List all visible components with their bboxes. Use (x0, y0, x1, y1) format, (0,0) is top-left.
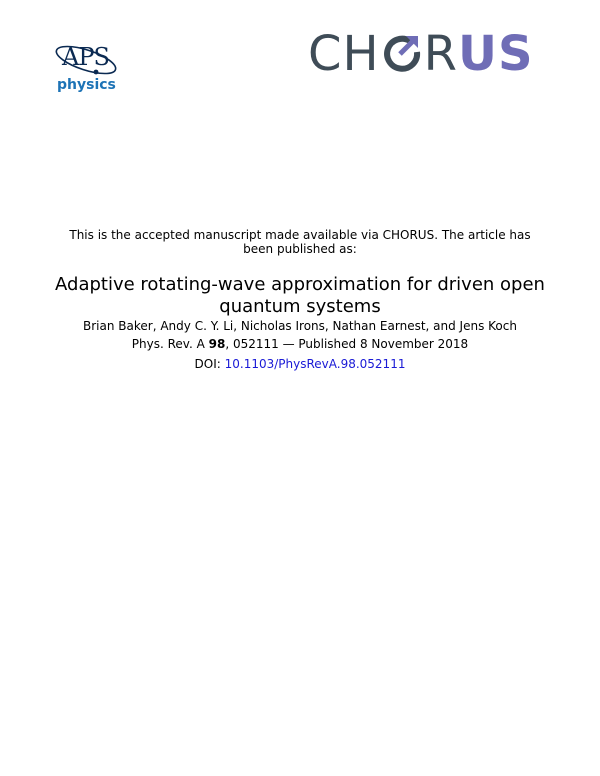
journal-volume: 98 (208, 337, 226, 351)
chorus-notice-text: This is the accepted manuscript made available via CHORUS. The article has been published as: (69, 228, 531, 256)
article-title: Adaptive rotating-wave approximation for driven open quantum systems (55, 274, 545, 317)
article-authors: Brian Baker, Andy C. Y. Li, Nicholas Irons, Nathan Earnest, and Jens Koch (83, 319, 517, 333)
journal-name: Phys. Rev. A (131, 337, 209, 351)
aps-physics-label: physics (57, 77, 116, 93)
chorus-logo (308, 28, 534, 80)
chorus-logo-us: US (457, 26, 534, 82)
chorus-arrow-o-icon (382, 32, 422, 76)
chorus-logo-r: R (423, 26, 458, 82)
publication-date: — Published 8 November 2018 (278, 337, 469, 351)
doi-link[interactable]: 10.1103/PhysRevA.98.052111 (224, 357, 406, 371)
article-number: , 052111 (225, 337, 279, 351)
aps-wordmark: APS (62, 43, 109, 71)
chorus-logo-ch: CH (308, 26, 380, 82)
aps-physics-logo (52, 40, 122, 100)
article-doi-line (40, 356, 560, 372)
doi-label: DOI: (194, 357, 225, 371)
article-citation (40, 336, 560, 352)
